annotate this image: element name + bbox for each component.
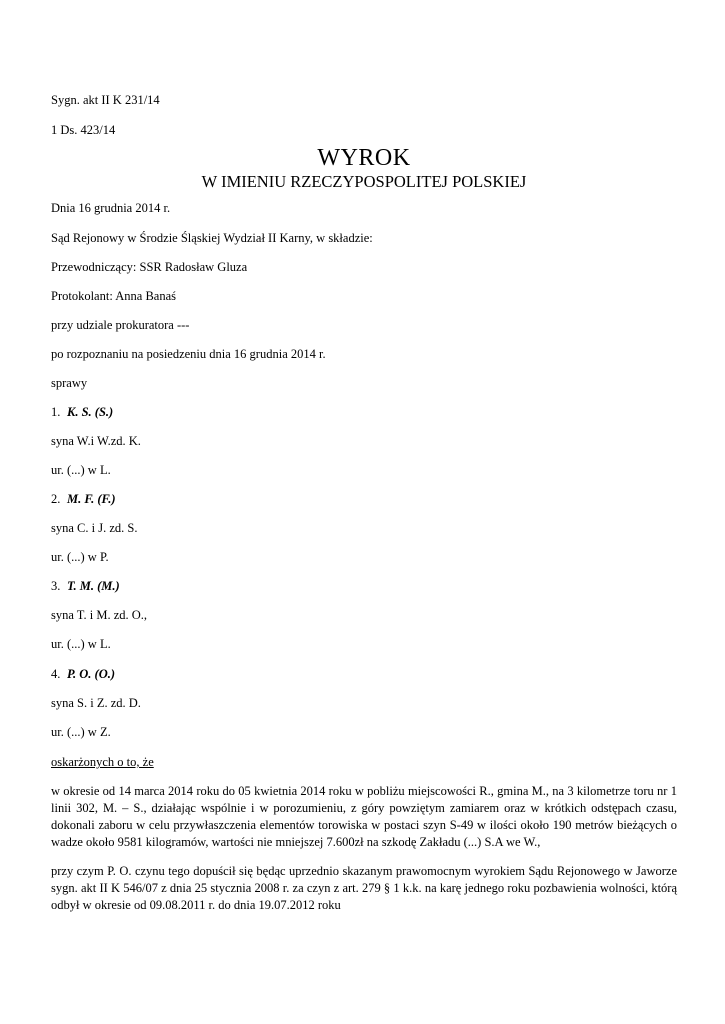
chair-line: Przewodniczący: SSR Radosław Gluza xyxy=(51,260,248,274)
document-subtitle: W IMIENIU RZECZYPOSPOLITEJ POLSKIEJ xyxy=(201,172,527,191)
defendant-number: 3. xyxy=(51,579,61,593)
court-line: Sąd Rejonowy w Środzie Śląskiej Wydział II Karny, w składzie: xyxy=(51,231,373,245)
defendant-1-heading xyxy=(51,404,113,420)
document-title: WYROK xyxy=(317,145,411,171)
prosecutor-line: przy udziale prokuratora --- xyxy=(51,318,190,332)
defendant-4-parents: syna S. i Z. zd. D. xyxy=(51,696,141,710)
defendant-2-birth: ur. (...) w P. xyxy=(51,550,109,564)
case-signature: Sygn. akt II K 231/14 xyxy=(51,93,160,107)
defendant-name: K. S. (S.) xyxy=(67,405,114,419)
defendant-number: 1. xyxy=(51,405,61,419)
defendant-4-heading xyxy=(51,666,115,682)
defendant-name: M. F. (F.) xyxy=(67,492,116,506)
defendant-2-heading xyxy=(51,491,116,507)
defendant-1-birth: ur. (...) w L. xyxy=(51,463,111,477)
charge-paragraph: w okresie od 14 marca 2014 roku do 05 kwietnia 2014 roku w pobliżu miejscowości R., gmina M., na 3 kilometrze toru nr 1 linii 302, M. – S., działając wspólnie i w porozumieniu, z góry powziętym zamiarem oraz w krótkich odstępach czasu, dokonali zaboru w celu przywłaszczenia elementów torowiska w postaci szyn S-49 w ilości około 190 metrów bieżących o wadze około 9581 kilogramów, wartości nie mniejszej 7.600zł na szkodę Zakładu (...) S.A we W., xyxy=(51,784,677,849)
defendant-1-parents: syna W.i W.zd. K. xyxy=(51,434,141,448)
defendant-2-parents: syna C. i J. zd. S. xyxy=(51,521,138,535)
case-word: sprawy xyxy=(51,376,88,390)
recidivism-paragraph: przy czym P. O. czynu tego dopuścił się będąc uprzednio skazanym prawomocnym wyrokiem Sądu Rejonowego w Jaworze sygn. akt II K 546/07 z dnia 25 stycznia 2008 r. za czyn z art. 279 § 1 k.k. na karę jednego roku pozbawienia wolności, którą odbył w okresie od 09.08.2011 r. do dnia 19.07.2012 roku xyxy=(51,864,677,912)
defendant-name: T. M. (M.) xyxy=(67,579,120,593)
defendant-3-birth: ur. (...) w L. xyxy=(51,637,111,651)
defendant-number: 2. xyxy=(51,492,61,506)
defendant-name: P. O. (O.) xyxy=(67,667,116,681)
date-line: Dnia 16 grudnia 2014 r. xyxy=(51,201,171,215)
defendant-number: 4. xyxy=(51,667,61,681)
hearing-line: po rozpoznaniu na posiedzeniu dnia 16 grudnia 2014 r. xyxy=(51,347,326,361)
defendant-3-heading xyxy=(51,578,120,594)
accused-heading: oskarżonych o to, że xyxy=(51,755,154,769)
ds-signature: 1 Ds. 423/14 xyxy=(51,123,116,137)
defendant-3-parents: syna T. i M. zd. O., xyxy=(51,608,148,622)
clerk-line: Protokolant: Anna Banaś xyxy=(51,289,176,303)
defendant-4-birth: ur. (...) w Z. xyxy=(51,725,111,739)
